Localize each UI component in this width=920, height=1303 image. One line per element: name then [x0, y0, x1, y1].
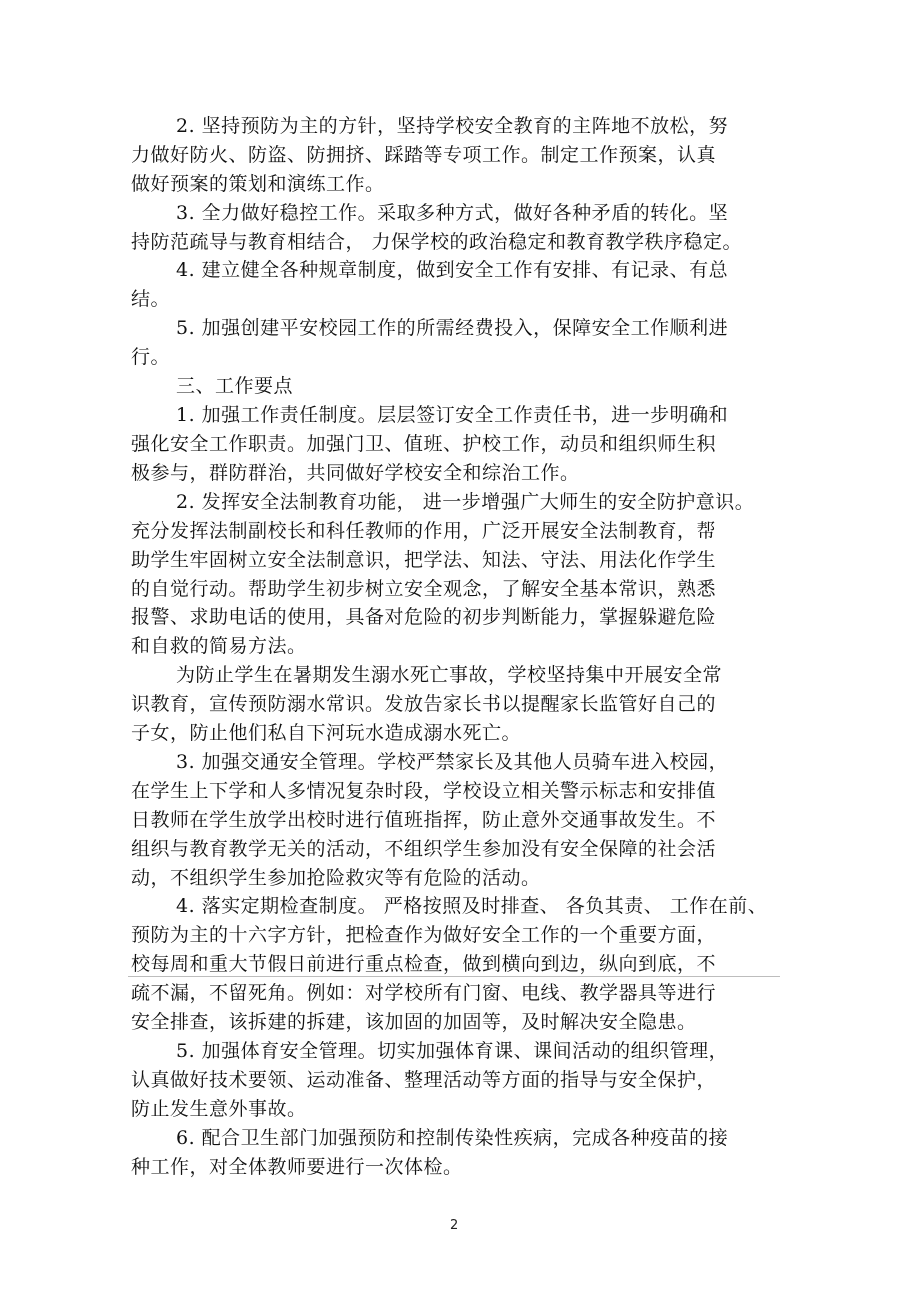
text-line: 3. 全力做好稳控工作。采取多种方式，做好各种矛盾的转化。坚 [176, 202, 729, 224]
text-line: 报警、求助电话的使用，具备对危险的初步判断能力，掌握躲避危险 [131, 606, 717, 628]
text-line: 为防止学生在暑期发生溺水死亡事故，学校坚持集中开展安全常 [176, 664, 723, 686]
text-line: 结。 [131, 288, 171, 310]
text-line: 日教师在学生放学出校时进行值班指挥，防止意外交通事故发生。不 [131, 809, 717, 831]
text-line: 疏不漏，不留死角。例如：对学校所有门窗、电线、教学器具等进行 [131, 982, 717, 1004]
text-line: 持防范疏导与教育相结合， 力保学校的政治稳定和教育教学秩序稳定。 [131, 231, 743, 253]
text-line: 4. 建立健全各种规章制度，做到安全工作有安排、有记录、有总 [176, 259, 729, 281]
text-line: 组织与教育教学无关的活动，不组织学生参加没有安全保障的社会活 [131, 838, 717, 860]
text-line: 子女，防止他们私自下河玩水造成溺水死亡。 [131, 722, 522, 744]
text-line: 5. 加强创建平安校园工作的所需经费投入，保障安全工作顺利进 [176, 317, 729, 339]
text-line: 认真做好技术要领、运动准备、整理活动等方面的指导与安全保护， [131, 1069, 717, 1091]
text-line: 识教育，宣传预防溺水常识。发放告家长书以提醒家长监管好自己的 [131, 693, 717, 715]
text-line: 防止发生意外事故。 [131, 1098, 307, 1120]
text-line: 行。 [131, 346, 171, 368]
section-heading: 三、工作要点 [176, 375, 294, 397]
text-line: 预防为主的十六字方针，把检查作为做好安全工作的一个重要方面， [131, 924, 717, 946]
text-line: 4. 落实定期检查制度。 严格按照及时排查、 各负其责、 工作在前、 [176, 895, 768, 917]
text-line: 3. 加强交通安全管理。学校严禁家长及其他人员骑车进入校园， [176, 751, 729, 773]
text-line: 做好预案的策划和演练工作。 [131, 173, 385, 195]
text-line: 在学生上下学和人多情况复杂时段，学校设立相关警示标志和安排值 [131, 780, 717, 802]
text-line: 1. 加强工作责任制度。层层签订安全工作责任书，进一步明确和 [176, 404, 729, 426]
text-line: 和自救的简易方法。 [131, 635, 307, 657]
text-line: 动，不组织学生参加抢险救灾等有危险的活动。 [131, 867, 541, 889]
text-line: 5. 加强体育安全管理。切实加强体育课、课间活动的组织管理， [176, 1040, 729, 1062]
text-line: 充分发挥法制副校长和科任教师的作用，广泛开展安全法制教育，帮 [131, 520, 717, 542]
text-line: 的自觉行动。帮助学生初步树立安全观念，了解安全基本常识，熟悉 [131, 578, 717, 600]
text-line: 2. 坚持预防为主的方针，坚持学校安全教育的主阵地不放松，努 [176, 115, 729, 137]
page-number: 2 [450, 1218, 459, 1233]
text-line: 力做好防火、防盗、防拥挤、踩踏等专项工作。制定工作预案，认真 [131, 144, 717, 166]
divider-line [128, 976, 780, 977]
text-line: 6. 配合卫生部门加强预防和控制传染性疾病，完成各种疫苗的接 [176, 1127, 729, 1149]
text-line: 校每周和重大节假日前进行重点检查，做到横向到边，纵向到底，不 [131, 953, 717, 975]
text-line: 助学生牢固树立安全法制意识，把学法、知法、守法、用法化作学生 [131, 549, 717, 571]
text-line: 种工作，对全体教师要进行一次体检。 [131, 1156, 463, 1178]
text-line: 强化安全工作职责。加强门卫、值班、护校工作，动员和组织师生积 [131, 433, 717, 455]
text-line: 2. 发挥安全法制教育功能， 进一步增强广大师生的安全防护意识。 [176, 491, 755, 513]
text-line: 安全排查，该拆建的拆建，该加固的加固等，及时解决安全隐患。 [131, 1011, 697, 1033]
text-line: 极参与，群防群治，共同做好学校安全和综治工作。 [131, 462, 580, 484]
